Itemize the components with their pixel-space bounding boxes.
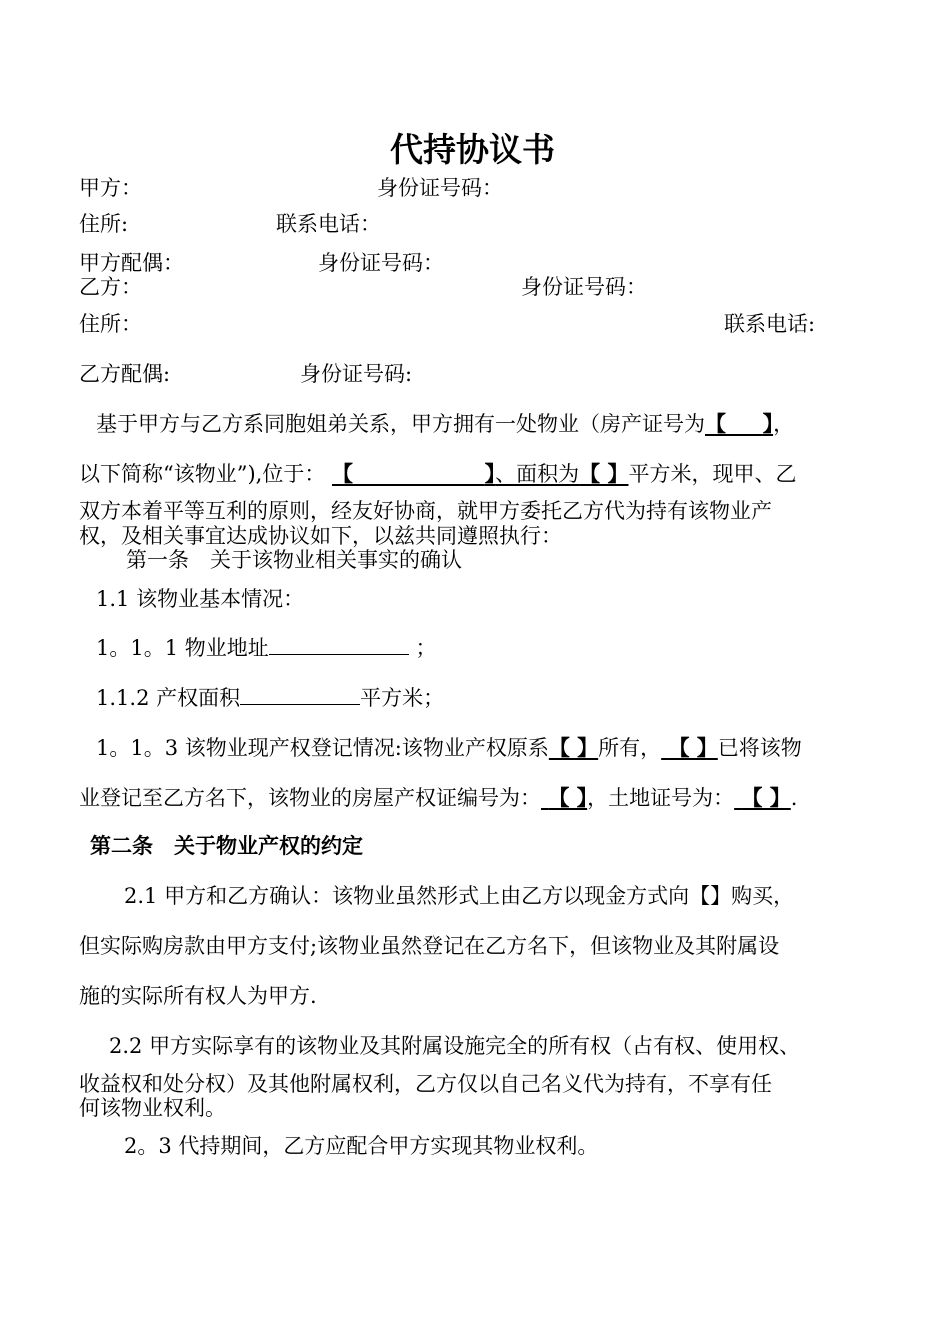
preamble-line-2 <box>79 461 796 487</box>
section-1-1-3-b: 所有， <box>598 736 662 760</box>
preamble-line-1-text: 基于甲方与乙方系同胞姐弟关系，甲方拥有一处物业（房产证号为 <box>96 412 705 436</box>
section-1-1-1-label: 1。1。1 物业地址 <box>96 636 269 660</box>
section-1-1-2-label: 1.1.2 产权面积 <box>96 686 241 710</box>
location-blank <box>332 461 495 486</box>
party-a-spouse-id-label: 身份证号码： <box>318 251 444 275</box>
section-1-1-3-c: 已将该物 <box>717 736 802 760</box>
area-blank: 【 】 <box>579 461 629 486</box>
article-1-heading: 第一条 关于该物业相关事实的确认 <box>126 548 462 572</box>
preamble-line-4: 权，及相关事宜达成协议如下，以兹共同遵照执行： <box>79 524 562 548</box>
section-1-1-3-f: . <box>790 786 798 810</box>
party-a-phone-label: 联系电话： <box>276 212 381 236</box>
bracket-close: 】 <box>762 411 774 436</box>
bracket: 【 】 <box>741 785 791 810</box>
article-2-heading: 第二条 关于物业产权的约定 <box>90 833 363 858</box>
land-cert-blank <box>734 785 791 810</box>
bracket-close: 】 <box>484 461 496 486</box>
preamble-line-2-start: 以下简称“该物业”),位于： <box>79 462 326 486</box>
party-b-label: 乙方： <box>79 275 142 299</box>
paragraph-2-3: 2。3 代持期间，乙方应配合甲方实现其物业权利。 <box>124 1134 599 1158</box>
house-cert-blank <box>541 785 587 810</box>
registrant-blank <box>661 735 718 760</box>
section-1-1-1 <box>96 635 436 661</box>
section-1-1-3-line-2 <box>79 785 797 811</box>
party-a-id-label: 身份证号码： <box>377 176 503 200</box>
party-b-spouse-id-label: 身份证号码: <box>300 362 413 386</box>
party-a-spouse-label: 甲方配偶： <box>79 251 184 275</box>
party-b-phone-label: 联系电话: <box>724 312 816 336</box>
section-1-1-1-end: ； <box>415 636 437 660</box>
party-b-id-label: 身份证号码： <box>521 275 647 299</box>
area-size-blank <box>240 685 360 705</box>
paragraph-2-2-line-2: 收益权和处分权）及其他附属权利，乙方仅以自己名义代为持有，不享有任 <box>79 1072 772 1096</box>
section-1-1-3-e: ，土地证号为： <box>587 786 735 810</box>
section-1-1-3-line-1 <box>96 735 802 761</box>
party-b-spouse-label: 乙方配偶: <box>79 362 171 386</box>
preamble-line-2-mid: 、面积为 <box>495 462 580 486</box>
paragraph-2-2-line-3: 何该物业权利。 <box>79 1096 226 1120</box>
bracket: 【 】 <box>548 785 588 810</box>
preamble-line-1 <box>96 411 794 437</box>
section-1-1-3-a: 1。1。3 该物业现产权登记情况:该物业产权原系 <box>96 736 549 760</box>
paragraph-2-2-line-1: 2.2 甲方实际享有的该物业及其附属设施完全的所有权（占有权、使用权、 <box>109 1034 801 1058</box>
preamble-line-2-end: 平方米，现甲、乙 <box>628 462 797 486</box>
bracket: 【 】 <box>668 735 718 760</box>
section-1-1-2-end: 平方米； <box>360 686 445 710</box>
document-title: 代持协议书 <box>390 130 555 169</box>
party-a-label: 甲方： <box>79 176 142 200</box>
section-1-1-2 <box>96 685 444 711</box>
bracket-open: 【 <box>332 461 354 486</box>
paragraph-2-1-line-1: 2.1 甲方和乙方确认：该物业虽然形式上由乙方以现金方式向【】购买， <box>124 884 795 908</box>
party-a-address-label: 住所: <box>79 212 129 236</box>
original-owner-blank: 【 】 <box>548 735 599 760</box>
address-blank <box>269 635 409 655</box>
section-1-1: 1.1 该物业基本情况： <box>96 587 305 611</box>
paragraph-2-1-line-2: 但实际购房款由甲方支付;该物业虽然登记在乙方名下，但该物业及其附属设 <box>79 934 780 958</box>
preamble-line-3: 双方本着平等互利的原则，经友好协商，就甲方委托乙方代为持有该物业产 <box>79 499 772 523</box>
paragraph-2-1-line-3: 施的实际所有权人为甲方. <box>79 984 317 1008</box>
preamble-line-1-end: ， <box>773 412 795 436</box>
property-cert-blank <box>705 411 773 436</box>
bracket-open: 【 <box>705 411 726 436</box>
party-b-address-label: 住所： <box>79 312 142 336</box>
section-1-1-3-d: 业登记至乙方名下，该物业的房屋产权证编号为： <box>79 786 541 810</box>
